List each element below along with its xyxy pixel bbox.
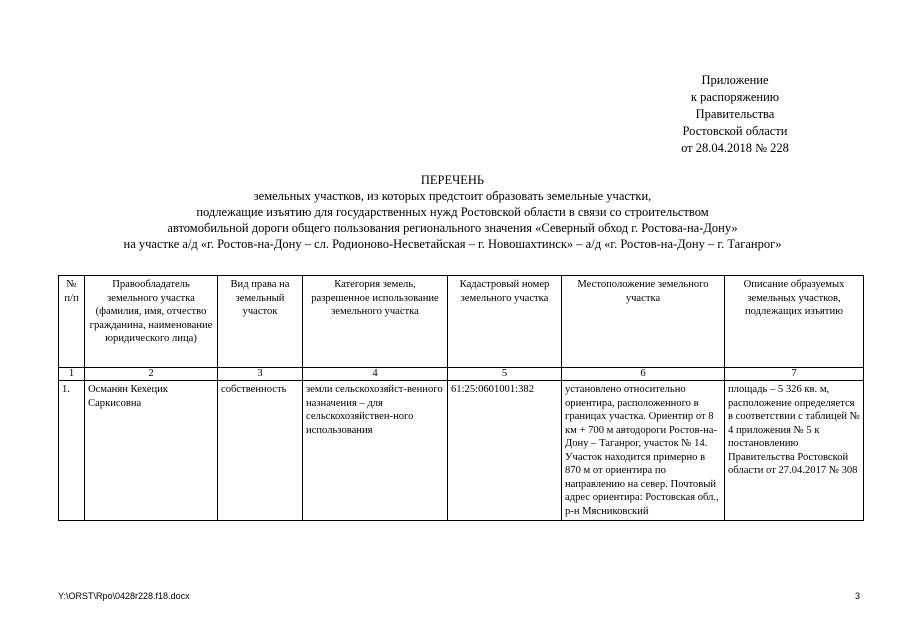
appendix-line: к распоряжению	[690, 90, 780, 104]
land-category-cell: земли сельскохозяйст-венного назначения – для сельскохозяйствен-ного использования	[303, 381, 448, 521]
table-row	[59, 381, 864, 521]
column-number: 5	[448, 368, 562, 381]
heading-line: земельных участков, из которых предстоит образовать земельные участки,	[253, 189, 652, 203]
right-type-cell: собственность	[218, 381, 303, 521]
header-cell: № п/п	[59, 276, 85, 368]
header-cell: Местоположение земельного участка	[562, 276, 725, 368]
page-number: 3	[855, 591, 861, 601]
location-cell: установлено относительно ориентира, расположенного в границах участка. Ориентир от 8 км + 700 м автодороги Ростов-на-Дону – Таганрог, участок № 14. Участок находится примерно в 870 м от ориентира по направлению на север. Почтовый адрес ориентира: Ростовская обл., р-н Мясниковский	[562, 381, 725, 521]
appendix-line: Приложение	[701, 73, 769, 87]
column-number: 4	[303, 368, 448, 381]
appendix-block	[640, 72, 830, 157]
header-cell: Категория земель, разрешенное использование земельного участка	[303, 276, 448, 368]
owner-cell: Османян Кехецик Саркисовна	[85, 381, 218, 521]
plot-description-cell: площадь – 5 326 кв. м, расположение определяется в соответствии с таблицей № 4 приложения № 5 к постановлению Правительства Ростовской области от 27.04.2017 № 308	[725, 381, 864, 521]
land-plots-table	[58, 275, 864, 521]
table-header-row	[59, 276, 864, 368]
appendix-line: Ростовской области	[682, 124, 788, 138]
row-number: 1.	[59, 381, 85, 521]
column-number-row	[59, 368, 864, 381]
appendix-line: от 28.04.2018 № 228	[681, 141, 789, 155]
column-number: 2	[85, 368, 218, 381]
document-title: ПЕРЕЧЕНЬ	[420, 173, 485, 187]
column-number: 1	[59, 368, 85, 381]
heading-line: на участке а/д «г. Ростов-на-Дону – сл. Родионово-Несветайская – г. Новошахтинск» – а/д «г. Ростов-на-Дону – г. Таганрог»	[123, 237, 782, 251]
column-number: 7	[725, 368, 864, 381]
column-number: 6	[562, 368, 725, 381]
appendix-line: Правительства	[695, 107, 775, 121]
heading-line: подлежащие изъятию для государственных нужд Ростовской области в связи со строительством	[196, 205, 709, 219]
header-cell: Кадастровый номер земельного участка	[448, 276, 562, 368]
header-cell: Вид права на земельный участок	[218, 276, 303, 368]
header-cell: Описание образуемых земельных участков, подлежащих изъятию	[725, 276, 864, 368]
header-cell: Правообладатель земельного участка (фамилия, имя, отчество гражданина, наименование юридического лица)	[85, 276, 218, 368]
document-heading	[40, 172, 865, 252]
column-number: 3	[218, 368, 303, 381]
cadastral-number-cell: 61:25:0601001:382	[448, 381, 562, 521]
document-file-path: Y:\ORST\Rpo\0428r228.f18.docx	[58, 591, 190, 601]
heading-line: автомобильной дороги общего пользования регионального значения «Северный обход г. Ростова-на-Дону»	[167, 221, 738, 235]
